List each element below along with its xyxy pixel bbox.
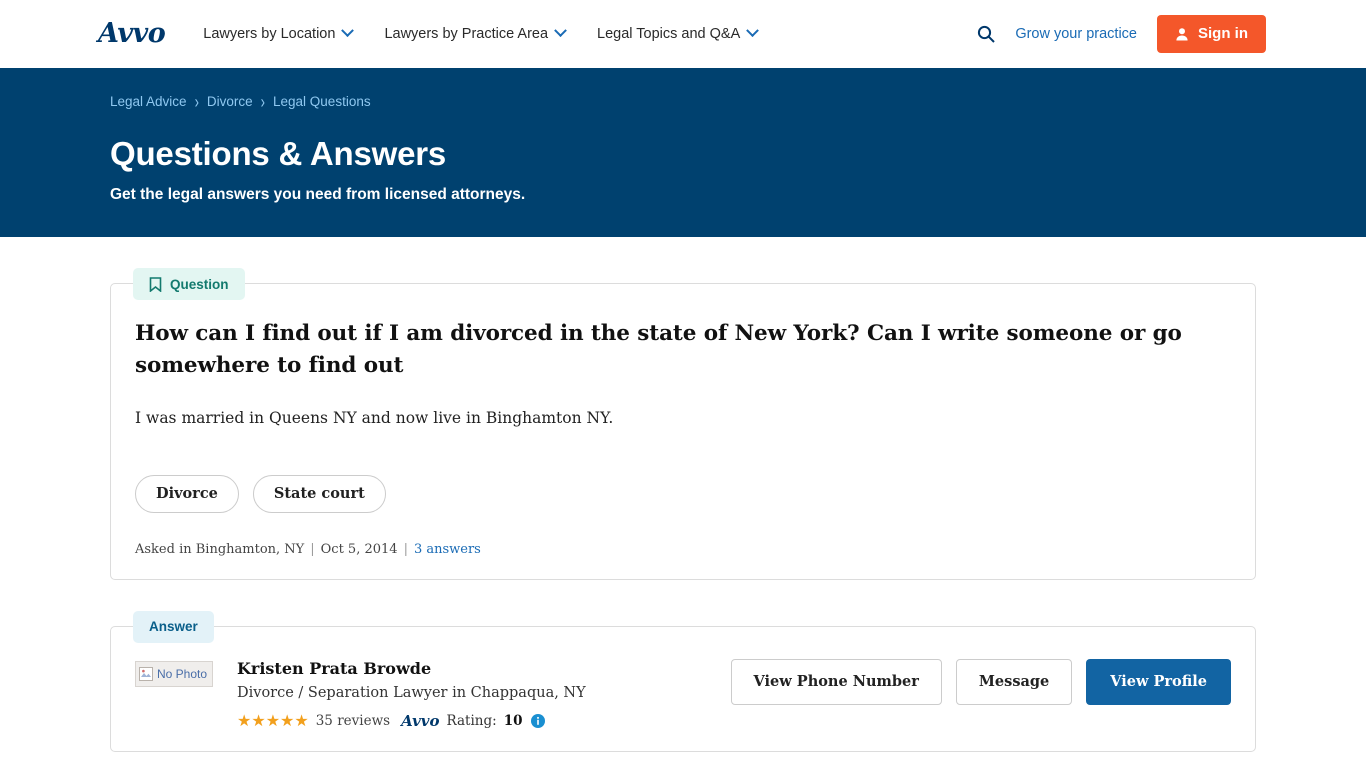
question-badge-label: Question	[170, 276, 229, 292]
question-body	[111, 284, 1255, 579]
avvo-wordmark: Avvo	[401, 711, 440, 730]
breadcrumb	[0, 91, 1366, 112]
site-header	[0, 0, 1366, 68]
question-card	[110, 276, 1256, 580]
search-icon[interactable]	[977, 25, 995, 43]
question-tags	[135, 475, 1231, 513]
breadcrumb-item-legal-questions[interactable]: Legal Questions	[273, 94, 371, 109]
sign-in-button[interactable]	[1157, 15, 1266, 53]
question-detail-text: I was married in Queens NY and now live in Binghamton NY.	[135, 408, 614, 427]
info-icon[interactable]	[531, 714, 545, 728]
question-meta	[135, 542, 1231, 557]
nav-item-lawyers-by-location[interactable]	[187, 26, 368, 42]
star-rating-icon: ★★★★★	[237, 712, 309, 730]
lawyer-info	[237, 659, 586, 731]
page-title: Questions & Answers	[110, 135, 447, 172]
tag-state-court[interactable]: State court	[253, 475, 386, 513]
breadcrumb-separator-icon: ›	[260, 91, 266, 112]
lawyer-actions	[731, 659, 1231, 705]
nav-label: Legal Topics and Q&A	[597, 25, 741, 42]
main-content	[0, 276, 1366, 752]
nav-item-lawyers-by-practice-area[interactable]	[368, 26, 581, 42]
view-phone-number-button[interactable]: View Phone Number	[731, 659, 942, 705]
chevron-down-icon	[746, 24, 759, 37]
meta-separator: |	[310, 541, 315, 557]
answer-body	[111, 627, 1255, 751]
question-badge	[133, 268, 245, 300]
avatar-alt-text: No Photo	[157, 666, 208, 681]
lawyer-name[interactable]: Kristen Prata Browde	[237, 658, 432, 678]
lawyer-rating-row	[237, 711, 586, 731]
sign-in-label: Sign in	[1198, 25, 1248, 42]
avvo-logo[interactable]: Avvo	[98, 18, 166, 49]
chevron-down-icon	[342, 24, 355, 37]
breadcrumb-item-legal-advice[interactable]: Legal Advice	[110, 94, 187, 109]
broken-image-icon	[139, 667, 153, 681]
chevron-down-icon	[554, 24, 567, 37]
answer-card	[110, 619, 1256, 752]
reviews-count[interactable]: 35 reviews	[315, 712, 391, 729]
breadcrumb-separator-icon: ›	[194, 91, 199, 112]
answers-count-link[interactable]: 3 answers	[413, 541, 481, 557]
breadcrumb-item-divorce[interactable]: Divorce	[206, 94, 253, 109]
bookmark-icon	[149, 277, 162, 292]
question-title: How can I find out if I am divorced in the state of New York? Can I write someone or go somewhere to find out	[135, 321, 1182, 378]
grow-your-practice-link[interactable]: Grow your practice	[1015, 25, 1137, 42]
asked-location: Asked in Binghamton, NY	[135, 541, 305, 557]
header-actions	[977, 15, 1266, 53]
answer-badge	[133, 611, 214, 643]
message-button[interactable]: Message	[956, 659, 1072, 705]
nav-item-legal-topics-qa[interactable]	[581, 26, 773, 42]
hero-banner	[0, 68, 1366, 237]
view-profile-button[interactable]: View Profile	[1086, 659, 1231, 705]
answer-badge-label: Answer	[149, 619, 198, 635]
page-subtitle: Get the legal answers you need from licensed attorneys.	[110, 186, 526, 203]
lawyer-role: Divorce / Separation Lawyer in Chappaqua, NY	[237, 684, 586, 701]
meta-separator: |	[403, 541, 408, 557]
asked-date: Oct 5, 2014	[320, 541, 398, 557]
rating-label: Rating:	[446, 712, 497, 729]
nav-label: Lawyers by Location	[203, 25, 336, 42]
main-nav	[187, 26, 773, 42]
avatar	[135, 661, 213, 687]
tag-divorce[interactable]: Divorce	[135, 475, 239, 513]
rating-value: 10	[503, 712, 523, 729]
nav-label: Lawyers by Practice Area	[384, 25, 549, 42]
person-icon	[1175, 27, 1189, 41]
